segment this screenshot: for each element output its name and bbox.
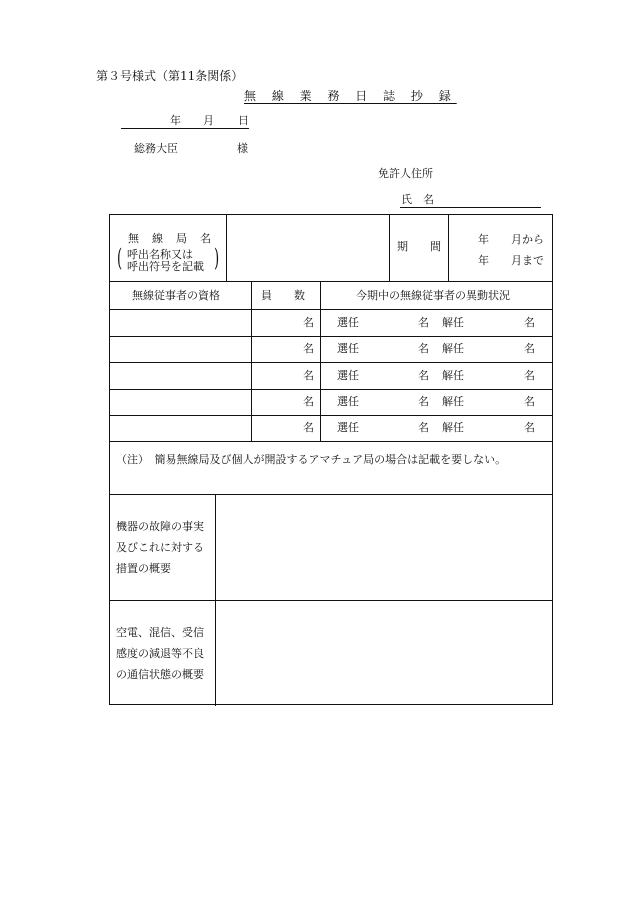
equipment-label-line2: 及びこれに対する (116, 541, 204, 554)
interference-field[interactable] (216, 601, 552, 704)
col-divider (320, 281, 321, 441)
col-divider (448, 215, 449, 281)
appointed-unit: 名 (418, 369, 429, 382)
changes-header: 今期中の無線従事者の異動状況 (356, 289, 510, 302)
count-unit: 名 (303, 369, 314, 382)
date-year-label: 年 (170, 114, 181, 127)
licensee-address-label: 免許人住所 (378, 167, 433, 180)
dismissed-label: 解任 (442, 395, 464, 408)
period-from: 年 月から (478, 233, 544, 246)
count-unit: 名 (303, 316, 314, 329)
row-divider (110, 362, 552, 363)
honorific: 様 (237, 142, 248, 155)
dismissed-unit: 名 (524, 316, 535, 329)
appointed-unit: 名 (418, 421, 429, 434)
equipment-label-line3: 措置の概要 (116, 562, 171, 575)
dismissed-unit: 名 (524, 395, 535, 408)
interference-label-line3: の通信状態の概要 (116, 668, 204, 681)
dismissed-unit: 名 (524, 342, 535, 355)
col-divider (389, 215, 390, 281)
form-number: 第３号様式（第11条関係） (96, 69, 244, 83)
dismissed-unit: 名 (524, 421, 535, 434)
footnote: （注） 簡易無線局及び個人が開設するアマチュア局の場合は記載を要しない。 (116, 453, 507, 466)
appointed-label: 選任 (337, 421, 359, 434)
name-underline (400, 207, 541, 208)
row-divider (110, 336, 552, 337)
date-day-label: 日 (238, 114, 249, 127)
dismissed-label: 解任 (442, 421, 464, 434)
equipment-label-line1: 機器の故障の事実 (116, 520, 204, 533)
appointed-unit: 名 (418, 342, 429, 355)
callsign-note-line2: 呼出符号を記載 (127, 260, 204, 273)
station-name-label: 無 線 局 名 (128, 232, 212, 245)
page-title: 無 線 業 務 日 誌 抄 録 (244, 89, 457, 103)
open-paren: ( (117, 244, 123, 272)
count-unit: 名 (303, 395, 314, 408)
appointed-label: 選任 (337, 369, 359, 382)
date-month-label: 月 (203, 114, 214, 127)
dismissed-label: 解任 (442, 316, 464, 329)
count-unit: 名 (303, 421, 314, 434)
interference-label-line1: 空電、混信、受信 (116, 626, 204, 639)
row-divider (110, 309, 552, 310)
row-divider (110, 281, 552, 282)
period-label: 期 間 (397, 240, 441, 253)
count-header: 員 数 (261, 289, 305, 302)
row-divider (110, 415, 552, 416)
appointed-unit: 名 (418, 316, 429, 329)
equipment-failure-field[interactable] (216, 495, 552, 599)
qualification-header: 無線従事者の資格 (132, 289, 220, 302)
appointed-unit: 名 (418, 395, 429, 408)
station-name-field[interactable] (227, 216, 388, 280)
col-divider (251, 281, 252, 441)
period-to: 年 月まで (478, 254, 544, 267)
callsign-note-line1: 呼出名称又は (127, 248, 193, 261)
appointed-label: 選任 (337, 316, 359, 329)
appointed-label: 選任 (337, 395, 359, 408)
close-paren: ) (214, 244, 220, 272)
dismissed-unit: 名 (524, 369, 535, 382)
row-divider (110, 441, 552, 442)
dismissed-label: 解任 (442, 369, 464, 382)
appointed-label: 選任 (337, 342, 359, 355)
log-form-table (109, 214, 553, 705)
interference-label-line2: 感度の減退等不良 (116, 647, 204, 660)
row-divider (110, 389, 552, 390)
dismissed-label: 解任 (442, 342, 464, 355)
licensee-name-label: 氏 名 (401, 193, 434, 206)
addressee: 総務大臣 (134, 142, 178, 155)
date-underline (121, 128, 249, 129)
count-unit: 名 (303, 342, 314, 355)
